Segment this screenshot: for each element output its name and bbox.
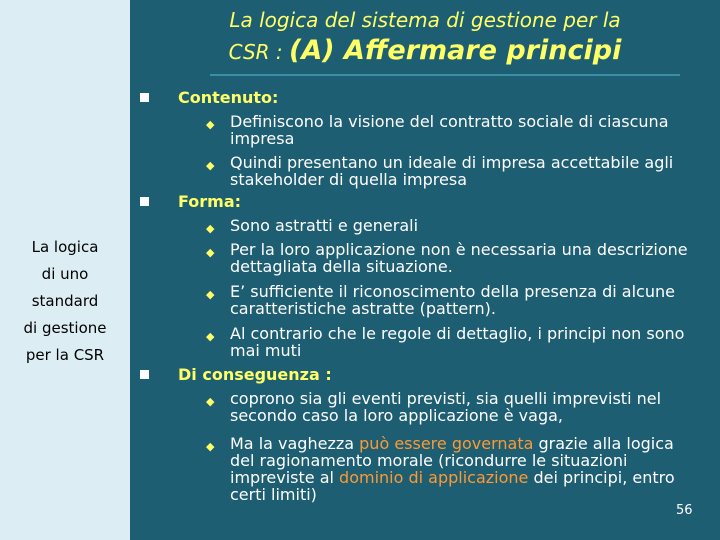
list-item-text: Per la loro applicazione non è necessaria una descrizione dettagliata della situazione. xyxy=(230,240,688,276)
diamond-bullet-icon: ◆ xyxy=(206,288,215,301)
list-item xyxy=(206,390,701,424)
sidebar-line: di uno xyxy=(41,265,89,283)
list-item xyxy=(206,241,701,275)
list-item xyxy=(206,283,701,317)
list-item-text: Definiscono la visione del contratto sociale di ciascuna impresa xyxy=(230,112,669,148)
page-number: 56 xyxy=(676,503,693,518)
diamond-bullet-icon: ◆ xyxy=(206,395,215,408)
diamond-bullet-icon: ◆ xyxy=(206,118,215,131)
square-bullet-icon xyxy=(140,370,149,379)
title-line-1: La logica del sistema di gestione per la xyxy=(229,8,621,32)
text-segment: grazie alla logica del ragionamento morale (ricondurre le situazioni impreviste al xyxy=(230,434,674,487)
list-item-text: Quindi presentano un ideale di impresa accettabile agli stakeholder di quella impresa xyxy=(230,153,674,189)
sidebar-line: standard xyxy=(31,292,99,310)
list-item xyxy=(206,325,701,359)
list-item-text: E’ sufficiente il riconoscimento della presenza di alcune caratteristiche astratte (pattern). xyxy=(230,282,675,318)
title-main: (A) Affermare principi xyxy=(289,35,622,66)
title-underline xyxy=(210,74,680,76)
text-segment: Ma la vaghezza xyxy=(230,434,360,453)
list-item-text: Sono astratti e generali xyxy=(230,216,419,235)
slide-title xyxy=(140,6,710,69)
list-item xyxy=(206,217,701,234)
section-heading-conseguenza: Di conseguenza : xyxy=(178,365,332,384)
left-sidebar xyxy=(0,0,130,540)
highlight-text: può essere governata xyxy=(359,434,534,453)
sidebar-line: di gestione xyxy=(23,319,107,337)
sidebar-label xyxy=(0,234,130,369)
list-item-text xyxy=(230,435,701,503)
sidebar-line: per la CSR xyxy=(25,346,105,364)
highlight-text: dominio di applicazione xyxy=(339,468,529,487)
section-heading-forma: Forma: xyxy=(178,192,242,211)
square-bullet-icon xyxy=(140,197,149,206)
title-line-2 xyxy=(140,34,710,69)
diamond-bullet-icon: ◆ xyxy=(206,222,215,235)
list-item xyxy=(206,154,701,188)
title-prefix: CSR : xyxy=(228,40,290,64)
diamond-bullet-icon: ◆ xyxy=(206,440,215,453)
list-item xyxy=(206,435,701,503)
text-segment: dei principi, entro certi limiti) xyxy=(230,468,675,504)
list-item-text: Al contrario che le regole di dettaglio, i principi non sono mai muti xyxy=(230,324,685,360)
diamond-bullet-icon: ◆ xyxy=(206,246,215,259)
list-item-text: coprono sia gli eventi previsti, sia quelli imprevisti nel secondo caso la loro applicazione è vaga, xyxy=(230,389,662,425)
diamond-bullet-icon: ◆ xyxy=(206,159,215,172)
square-bullet-icon xyxy=(140,93,149,102)
list-item xyxy=(206,113,701,147)
sidebar-line: La logica xyxy=(31,238,99,256)
section-heading-contenuto: Contenuto: xyxy=(178,88,279,107)
diamond-bullet-icon: ◆ xyxy=(206,330,215,343)
